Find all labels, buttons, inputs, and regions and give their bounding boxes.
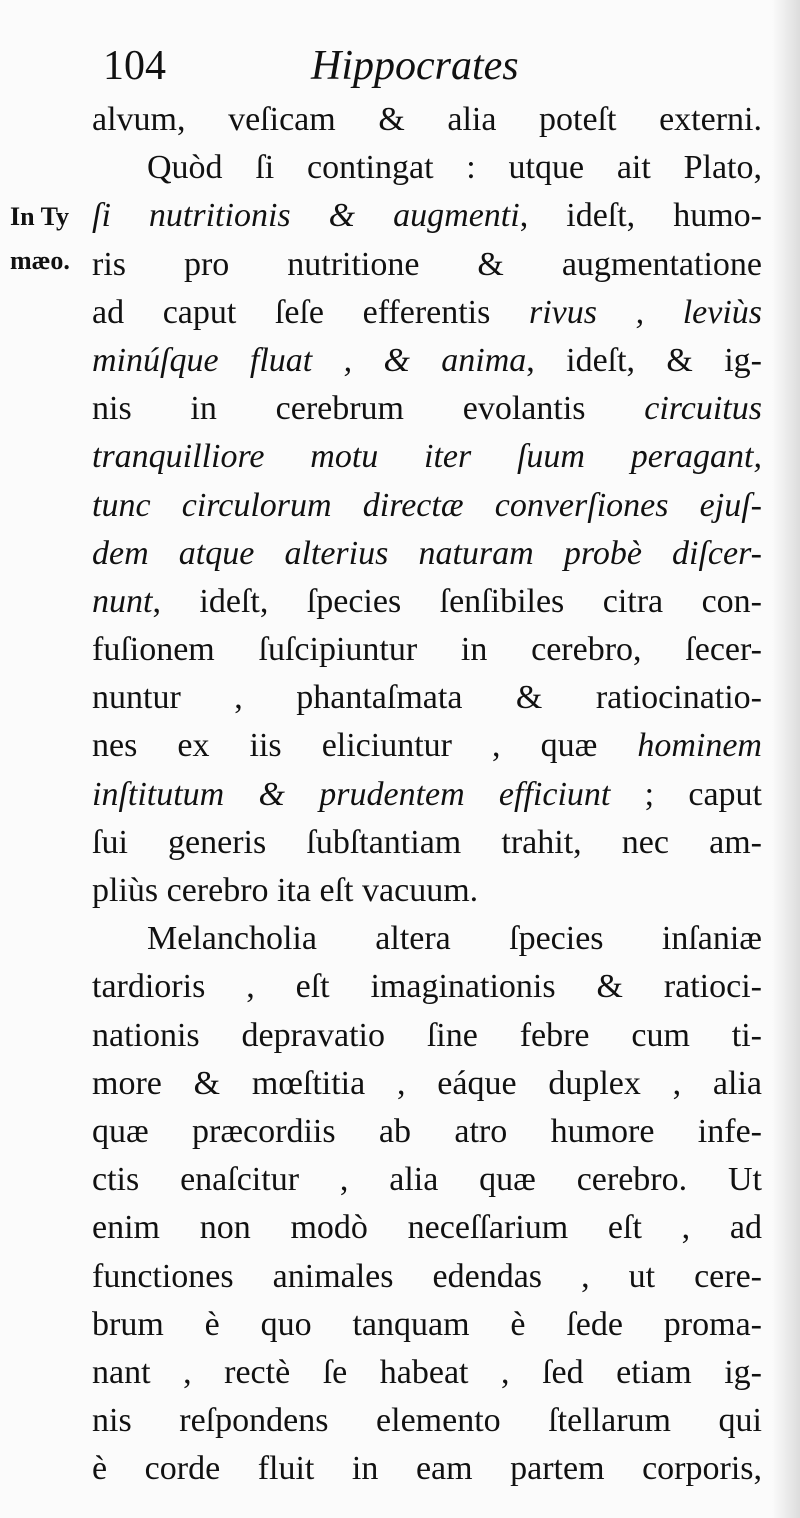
running-title: Hippocrates <box>311 43 519 89</box>
italic-quote: rivus , leviùs <box>528 293 763 331</box>
text-line <box>92 578 762 626</box>
roman-text: , ideſt, ſpecies ſenſibiles citra con- <box>152 582 762 620</box>
text-line <box>92 385 762 433</box>
text-line: ctis enaſcitur , alia quæ cerebro. Ut <box>92 1161 762 1199</box>
body-text <box>92 96 762 1493</box>
text-line: ſui generis ſubſtantiam trahit, nec am- <box>92 823 762 861</box>
text-line: alvum, veſicam & alia poteſt externi. <box>92 101 762 138</box>
roman-text: , ideſt, humo- <box>519 197 762 235</box>
text-line: Melancholia altera ſpecies inſaniæ <box>147 920 762 958</box>
margin-note-line-2: mæo. <box>10 246 70 275</box>
roman-text: nis in cerebrum evolantis <box>92 390 645 428</box>
text-line: nationis depravatio ſine febre cum ti- <box>92 1016 762 1054</box>
text-line: nis reſpondens elemento ſtellarum qui <box>92 1402 762 1440</box>
text-line: functiones animales edendas , ut cere- <box>92 1257 762 1295</box>
text-line <box>92 337 762 385</box>
roman-text: nes ex iis eliciuntur , quæ <box>92 727 638 765</box>
text-line <box>92 192 762 240</box>
text-line: ris pro nutritione & augmentatione <box>92 245 762 283</box>
italic-quote: circuitus <box>644 390 762 428</box>
roman-text: ; caput <box>610 775 762 813</box>
text-line: nuntur , phantaſmata & ratiocinatio- <box>92 679 762 717</box>
text-line: tranquilliore motu iter ſuum peragant, <box>92 438 762 476</box>
page-number: 104 <box>103 43 166 89</box>
text-line: dem atque alterius naturam probè diſcer- <box>92 534 762 572</box>
text-line: nant , rectè ſe habeat , ſed etiam ig- <box>92 1353 762 1391</box>
text-line: tardioris , eſt imaginationis & ratioci- <box>92 968 762 1006</box>
italic-quote: minúſque fluat , & anima <box>92 341 527 379</box>
margin-note <box>10 195 100 283</box>
text-line <box>92 289 762 337</box>
text-line: enim non modò neceſſarium eſt , ad <box>92 1209 762 1247</box>
text-line: pliùs cerebro ita eſt vacuum. <box>92 872 479 909</box>
text-line: fuſionem ſuſcipiuntur in cerebro, ſecer- <box>92 631 762 669</box>
text-line <box>92 722 762 770</box>
text-line: è corde fluit in eam partem corporis, <box>92 1450 762 1488</box>
text-line: Quòd ſi contingat : utque ait Plato, <box>147 149 762 187</box>
roman-text: , ideſt, & ig- <box>526 341 762 379</box>
italic-quote: inſtitutum & prudentem efficiunt <box>92 775 611 813</box>
text-line: brum è quo tanquam è ſede proma- <box>92 1305 762 1343</box>
margin-note-line-1: In Ty <box>10 202 70 231</box>
roman-text: ad caput ſeſe efferentis <box>92 293 529 331</box>
italic-quote: nunt <box>92 582 153 620</box>
text-line: more & mœſtitia , eáque duplex , alia <box>92 1064 762 1102</box>
text-line: tunc circulorum directæ converſiones ejuſ- <box>92 486 762 524</box>
text-line <box>92 771 762 819</box>
page-edge-shadow <box>772 0 800 1518</box>
italic-quote: ſi nutritionis & augmenti <box>92 197 520 235</box>
page-header <box>103 38 563 94</box>
italic-quote: hominem <box>637 727 762 765</box>
text-line: quæ præcordiis ab atro humore infe- <box>92 1112 762 1150</box>
